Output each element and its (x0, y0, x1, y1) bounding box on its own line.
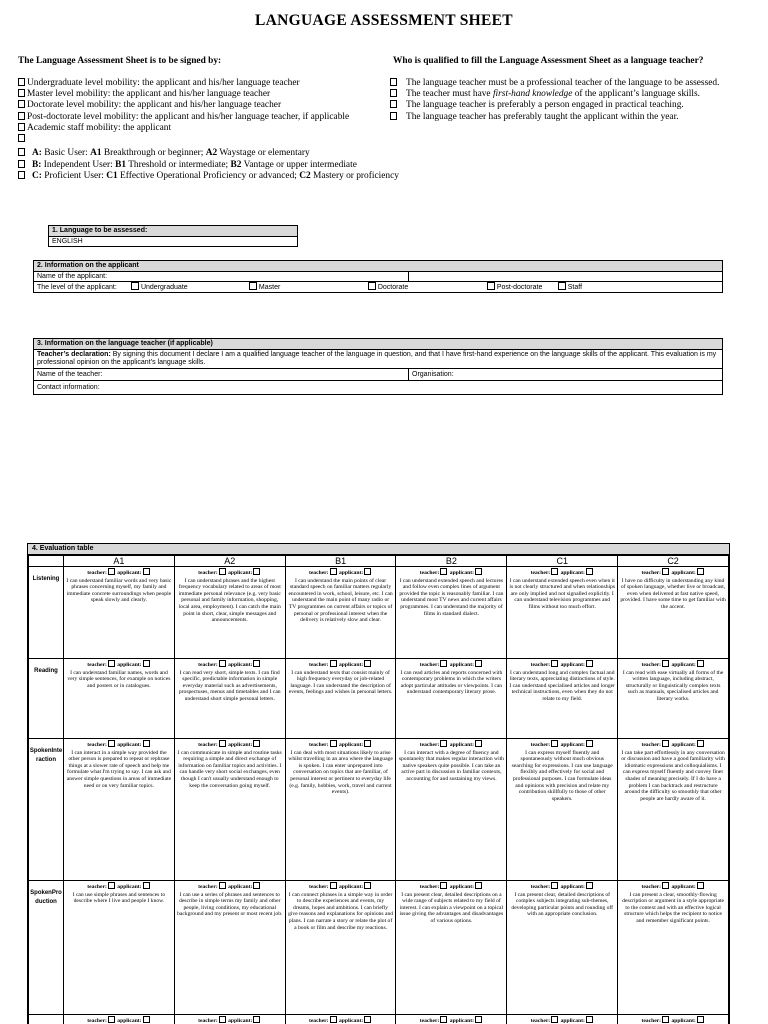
applicant-checkbox[interactable] (253, 740, 260, 747)
descriptor-text: I can understand familiar names, words and very simple sentences, for example on notices and posters or in catalogues. (67, 669, 171, 689)
list-item: The language teacher has preferably taught the applicant within the year. (390, 112, 719, 123)
applicant-checkbox[interactable] (143, 1016, 150, 1023)
list-item: The teacher must have first-hand knowledge of the applicant’s language skills. (390, 89, 719, 100)
assessment-checkboxes: teacher: applicant: (509, 882, 615, 891)
corner-cell (29, 556, 64, 567)
organisation-field[interactable]: Organisation: (409, 368, 723, 380)
descriptor-cell (396, 1015, 507, 1024)
checkbox-icon (18, 134, 25, 142)
applicant-checkbox[interactable] (253, 882, 260, 889)
assessment-checkboxes: teacher: applicant: (620, 660, 726, 669)
teacher-checkbox[interactable] (108, 740, 115, 747)
applicant-checkbox[interactable] (253, 660, 260, 667)
teacher-checkbox[interactable] (551, 882, 558, 889)
descriptor-cell (396, 567, 507, 659)
level-legend-item: B: Independent User: B1 Threshold or intermediate; B2 Vantage or upper intermediate (18, 160, 399, 172)
applicant-checkbox[interactable] (364, 882, 371, 889)
descriptor-cell (618, 1015, 729, 1024)
teacher-checkbox[interactable] (219, 568, 226, 575)
skill-label: SpokenProduction (29, 881, 64, 1015)
assessment-checkboxes: teacher: applicant: (177, 1016, 283, 1024)
descriptor-text: I can communicate in simple and routine tasks requiring a simple and direct exchange of information on familiar topics and activities. I can handle very short social exchanges, even though I can't usually understand enough to keep the conversation going myself. (177, 749, 282, 789)
applicant-checkbox[interactable] (364, 1016, 371, 1023)
descriptor-text: I have no difficulty in understanding any kind of spoken language, whether live or broadcast, even when delivered at fast native speed, provided. I have some time to get familiar with the accent. (620, 577, 726, 610)
assessment-checkboxes: teacher: applicant: (398, 882, 504, 891)
descriptor-cell (64, 881, 175, 1015)
checkbox-staff[interactable] (558, 282, 566, 290)
evaluation-section (27, 543, 730, 1024)
teacher-checkbox[interactable] (551, 568, 558, 575)
applicant-checkbox[interactable] (475, 568, 482, 575)
descriptor-cell (285, 567, 396, 659)
teacher-checkbox[interactable] (662, 660, 669, 667)
teacher-checkbox[interactable] (108, 568, 115, 575)
assessment-checkboxes: teacher: applicant: (509, 740, 615, 749)
descriptor-text: I can understand texts that consist mainly of high frequency everyday or job-related language. I can understand the description of events, feelings and wishes in personal letters. (288, 669, 393, 696)
bullet-icon (18, 160, 25, 168)
bullet-icon (18, 171, 25, 179)
table-row (29, 567, 729, 659)
applicant-checkbox[interactable] (586, 1016, 593, 1023)
teacher-name-field[interactable]: Name of the teacher: (34, 368, 409, 380)
applicant-checkbox[interactable] (143, 660, 150, 667)
language-field[interactable]: ENGLISH (49, 236, 298, 247)
assessment-checkboxes: teacher: applicant: (288, 568, 394, 577)
assessment-checkboxes: teacher: applicant: (66, 740, 172, 749)
skill-label: Reading (29, 659, 64, 739)
applicant-checkbox[interactable] (253, 1016, 260, 1023)
assessment-checkboxes: teacher: applicant: (398, 660, 504, 669)
descriptor-text: I can take part effortlessly in any conversation or discussion and have a good familiarity with idiomatic expressions and colloquialisms. I can express myself fluently and convey finer shades of meaning precisely. If I do have a problem I can backtrack and restructure around the difficulty so smoothly that other people are hardly aware of it. (621, 749, 725, 802)
descriptor-text: I can present clear, detailed descriptions on a wide range of subjects related to my field of interest. I can explain a viewpoint on a topical issue giving the advantages and disadvantages of various options. (399, 891, 504, 924)
descriptor-text: I can deal with most situations likely to arise whilst travelling in an area where the language is spoken. I can enter unprepared into conversation on topics that are familiar, of personal interest or pertinent to everyday life (e.g. family, hobbies, work, travel and current events). (288, 749, 393, 796)
level-header: A1 (64, 556, 175, 567)
table-row (29, 739, 729, 881)
skill-label (29, 1015, 64, 1024)
applicant-checkbox[interactable] (143, 740, 150, 747)
list-item: Master level mobility: the applicant and his/her language teacher (18, 89, 349, 100)
descriptor-text: I can understand familiar words and very basic phrases concerning myself, my family and immediate concrete surroundings when people speak slowly and clearly. (66, 577, 172, 604)
applicant-checkbox[interactable] (475, 660, 482, 667)
teacher-checkbox[interactable] (662, 882, 669, 889)
applicant-checkbox[interactable] (697, 660, 704, 667)
checkbox-icon (18, 123, 25, 131)
assessment-checkboxes: teacher: applicant: (620, 882, 726, 891)
level-header: B2 (396, 556, 507, 567)
applicant-checkbox[interactable] (586, 882, 593, 889)
descriptor-cell (507, 567, 618, 659)
descriptor-text: I can use simple phrases and sentences to describe where I live and people I know. (72, 891, 166, 905)
descriptor-text: I can understand extended speech even when it is not clearly structured and when relationships are only implied and not signalled explicitly. I can understand television programmes and films without too much effort. (509, 577, 616, 610)
descriptor-text: I can connect phrases in a simple way in order to describe experiences and events, my dreams, hopes and ambitions. I can briefly give reasons and explanations for opinions and plans. I can narrate a story or relate the plot of a book or film and describe my reactions. (288, 891, 394, 931)
checkbox-master[interactable] (249, 282, 257, 290)
level-legend-item: A: Basic User: A1 Breakthrough or beginner; A2 Waystage or elementary (18, 148, 399, 160)
descriptor-text: I can interact with a degree of fluency and spontaneity that makes regular interaction with native speakers quite possible. I can take an active part in discussion in familiar contexts, accounting for and sustaining my views. (398, 749, 504, 782)
teacher-checkbox[interactable] (330, 1016, 337, 1023)
signed-by-list (18, 78, 349, 145)
applicant-checkbox[interactable] (697, 568, 704, 575)
assessment-checkboxes: teacher: applicant: (288, 660, 394, 669)
teacher-section (33, 338, 723, 395)
descriptor-text: I can understand extended speech and lectures and follow even complex lines of argument provided the topic is reasonably familiar. I can understand most TV news and current affairs programmes. I can understand the majority of films in standard dialect. (399, 577, 504, 617)
teacher-checkbox[interactable] (330, 660, 337, 667)
descriptor-cell (507, 739, 618, 881)
assessment-checkboxes: teacher: applicant: (509, 568, 615, 577)
list-item: Doctorate level mobility: the applicant and his/her language teacher (18, 100, 349, 111)
bullet-icon (390, 112, 397, 120)
section-header: 2. Information on the applicant (34, 261, 723, 272)
list-item: The language teacher must be a professional teacher of the language to be assessed. (390, 78, 719, 89)
assessment-checkboxes: teacher: applicant: (177, 882, 283, 891)
descriptor-cell (285, 1015, 396, 1024)
checkbox-icon (18, 112, 25, 120)
teacher-checkbox[interactable] (662, 1016, 669, 1023)
applicant-checkbox[interactable] (364, 568, 371, 575)
list-item (18, 134, 349, 145)
skill-label: Listening (29, 567, 64, 659)
descriptor-text: I can read with ease virtually all forms of the written language, including abstract, structurally or linguistically complex texts such as manuals, specialised articles and literary works. (622, 669, 724, 702)
level-header: A2 (174, 556, 285, 567)
assessment-checkboxes: teacher: applicant: (288, 740, 394, 749)
descriptor-cell (396, 881, 507, 1015)
applicant-checkbox[interactable] (697, 740, 704, 747)
list-item: Academic staff mobility: the applicant (18, 123, 349, 134)
assessment-checkboxes: teacher: applicant: (620, 568, 726, 577)
teacher-checkbox[interactable] (440, 882, 447, 889)
descriptor-text: I can interact in a simple way provided the other person is prepared to repeat or rephrase things at a slower rate of speech and help me formulate what I'm trying to say. I can ask and answer simple questions in areas of immediate need or on very familiar topics. (66, 749, 172, 789)
applicant-checkbox[interactable] (364, 740, 371, 747)
applicant-checkbox[interactable] (475, 1016, 482, 1023)
checkbox-undergraduate[interactable] (131, 282, 139, 290)
assessment-checkboxes: teacher: applicant: (398, 1016, 504, 1024)
teacher-checkbox[interactable] (219, 882, 226, 889)
assessment-checkboxes: teacher: applicant: (398, 568, 504, 577)
teacher-checkbox[interactable] (440, 660, 447, 667)
teacher-checkbox[interactable] (551, 660, 558, 667)
applicant-checkbox[interactable] (586, 568, 593, 575)
descriptor-cell (174, 1015, 285, 1024)
applicant-section (33, 260, 723, 293)
descriptor-cell (507, 881, 618, 1015)
assessment-checkboxes: teacher: applicant: (66, 568, 172, 577)
teacher-declaration: Teacher’s declaration: By signing this document I declare I am a qualified language teacher of the language in question, and that I have first-hand experience on the language skills of the applicant. This evaluation is my professional opinion on the applicant’s language skills. (34, 349, 723, 368)
table-row (29, 659, 729, 739)
level-legend (18, 148, 399, 183)
applicant-checkbox[interactable] (586, 660, 593, 667)
teacher-checkbox[interactable] (108, 1016, 115, 1023)
descriptor-text: I can present clear, detailed descriptions of complex subjects integrating sub-themes, developing particular points and rounding off with an appropriate conclusion. (511, 891, 614, 918)
assessment-checkboxes: teacher: applicant: (398, 740, 504, 749)
descriptor-cell (174, 739, 285, 881)
assessment-checkboxes: teacher: applicant: (177, 660, 283, 669)
applicant-checkbox[interactable] (697, 1016, 704, 1023)
contact-field[interactable]: Contact information: (34, 380, 723, 394)
assessment-checkboxes: teacher: applicant: (177, 740, 283, 749)
language-section (48, 225, 298, 247)
qualified-heading: Who is qualified to fill the Language Assessment Sheet as a language teacher? (393, 56, 704, 66)
teacher-checkbox[interactable] (108, 882, 115, 889)
teacher-checkbox[interactable] (330, 740, 337, 747)
descriptor-text: I can read very short, simple texts. I can find specific, predictable information in simple everyday material such as advertisements, prospectuses, menus and timetables and I can understand short simple personal letters. (178, 669, 281, 702)
teacher-checkbox[interactable] (330, 882, 337, 889)
assessment-checkboxes: teacher: applicant: (620, 740, 726, 749)
descriptor-cell (285, 659, 396, 739)
descriptor-text: I can express myself fluently and spontaneously without much obvious searching for expressions. I can use language flexibly and effectively for social and professional purposes. I can formulate ideas and opinions with precision and relate my contribution skillfully to those of other speakers. (511, 749, 613, 802)
bullet-icon (390, 100, 397, 108)
applicant-checkbox[interactable] (586, 740, 593, 747)
bullet-icon (390, 89, 397, 97)
applicant-checkbox[interactable] (364, 660, 371, 667)
level-header-row (29, 556, 729, 567)
list-item: Post-doctorate level mobility: the applicant and his/her language teacher, if applicable (18, 112, 349, 123)
descriptor-cell (64, 739, 175, 881)
applicant-checkbox[interactable] (697, 882, 704, 889)
teacher-checkbox[interactable] (219, 740, 226, 747)
applicant-checkbox[interactable] (475, 740, 482, 747)
skill-label: SpokenInteraction (29, 739, 64, 881)
descriptor-cell (174, 881, 285, 1015)
descriptor-cell (507, 1015, 618, 1024)
assessment-checkboxes: teacher: applicant: (620, 1016, 726, 1024)
assessment-checkboxes: teacher: applicant: (66, 1016, 172, 1024)
assessment-checkboxes: teacher: applicant: (66, 660, 172, 669)
level-legend-item: C: Proficient User: C1 Effective Operational Proficiency or advanced; C2 Mastery or proficiency (18, 171, 399, 183)
teacher-checkbox[interactable] (662, 740, 669, 747)
descriptor-cell (64, 659, 175, 739)
checkbox-icon (18, 89, 25, 97)
assessment-checkboxes: teacher: applicant: (66, 882, 172, 891)
applicant-checkbox[interactable] (143, 568, 150, 575)
table-row (29, 881, 729, 1015)
teacher-checkbox[interactable] (219, 1016, 226, 1023)
teacher-checkbox[interactable] (440, 740, 447, 747)
applicant-checkbox[interactable] (475, 882, 482, 889)
signed-by-heading: The Language Assessment Sheet is to be signed by: (18, 56, 222, 66)
level-header: C1 (507, 556, 618, 567)
descriptor-cell (618, 881, 729, 1015)
list-item: The language teacher is preferably a person engaged in practical teaching. (390, 100, 719, 111)
assessment-checkboxes: teacher: applicant: (177, 568, 283, 577)
section-header: 3. Information on the language teacher (if applicable) (34, 339, 723, 350)
list-item: Undergraduate level mobility: the applicant and his/her language teacher (18, 78, 349, 89)
descriptor-text: I can use a series of phrases and sentences to describe in simple terms my family and other people, living conditions, my educational background and my present or most recent job. (177, 891, 283, 918)
descriptor-cell (174, 567, 285, 659)
checkbox-icon (18, 78, 25, 86)
teacher-checkbox[interactable] (662, 568, 669, 575)
applicant-checkbox[interactable] (253, 568, 260, 575)
descriptor-cell (507, 659, 618, 739)
applicant-name-field[interactable]: Name of the applicant: (34, 271, 409, 282)
level-header: C2 (618, 556, 729, 567)
assessment-checkboxes: teacher: applicant: (509, 1016, 615, 1024)
descriptor-cell (618, 739, 729, 881)
section-header: 4. Evaluation table (28, 544, 729, 555)
teacher-checkbox[interactable] (219, 660, 226, 667)
checkbox-doctorate[interactable] (368, 282, 376, 290)
page-title: LANGUAGE ASSESSMENT SHEET (255, 12, 513, 29)
descriptor-text: I can read articles and reports concerned with contemporary problems in which the writers adopt particular attitudes or viewpoints. I can understand contemporary literary prose. (400, 669, 503, 696)
teacher-checkbox[interactable] (551, 1016, 558, 1023)
descriptor-cell (64, 1015, 175, 1024)
descriptor-cell (618, 567, 729, 659)
teacher-checkbox[interactable] (330, 568, 337, 575)
descriptor-text: I can understand phrases and the highest frequency vocabulary related to areas of most immediate personal relevance (e.g. very basic personal and family information, shopping, local area, employment). I can catch the main point in short, clear, simple messages and announcements. (178, 577, 281, 624)
bullet-icon (390, 78, 397, 86)
assessment-checkboxes: teacher: applicant: (288, 882, 394, 891)
teacher-checkbox[interactable] (108, 660, 115, 667)
descriptor-cell (618, 659, 729, 739)
section-header: 1. Language to be assessed: (49, 226, 298, 237)
teacher-checkbox[interactable] (440, 568, 447, 575)
assessment-checkboxes: teacher: applicant: (288, 1016, 394, 1024)
descriptor-cell (174, 659, 285, 739)
descriptor-cell (396, 659, 507, 739)
teacher-checkbox[interactable] (551, 740, 558, 747)
level-header: B1 (285, 556, 396, 567)
applicant-name-extra[interactable] (409, 271, 723, 282)
descriptor-text: I can present a clear, smoothly-flowing description or argument in a style appropriate to the context and with an effective logical structure which helps the recipient to notice and remember significant points. (622, 891, 724, 924)
checkbox-icon (18, 100, 25, 108)
descriptor-text: I can understand long and complex factual and literary texts, appreciating distinctions of style. I can understand specialised articles and longer technical instructions, even when they do not relate to my field. (509, 669, 616, 702)
applicant-level-row: The level of the applicant: Undergraduate Master Doctorate Post-doctorate Staff (34, 282, 723, 293)
bullet-icon (18, 148, 25, 156)
descriptor-cell (285, 881, 396, 1015)
checkbox-post-doctorate[interactable] (487, 282, 495, 290)
descriptor-text: I can understand the main points of clear standard speech on familiar matters regularly encountered in work, school, leisure, etc. I can understand the main point of many radio or TV programmes on current affairs or topics of personal or professional interest when the delivery is relatively slow and clear. (288, 577, 393, 624)
descriptor-cell (64, 567, 175, 659)
table-row (29, 1015, 729, 1024)
descriptor-cell (285, 739, 396, 881)
teacher-checkbox[interactable] (440, 1016, 447, 1023)
applicant-checkbox[interactable] (143, 882, 150, 889)
descriptor-cell (396, 739, 507, 881)
qualified-list (390, 78, 719, 123)
evaluation-table (28, 555, 729, 1024)
assessment-checkboxes: teacher: applicant: (509, 660, 615, 669)
